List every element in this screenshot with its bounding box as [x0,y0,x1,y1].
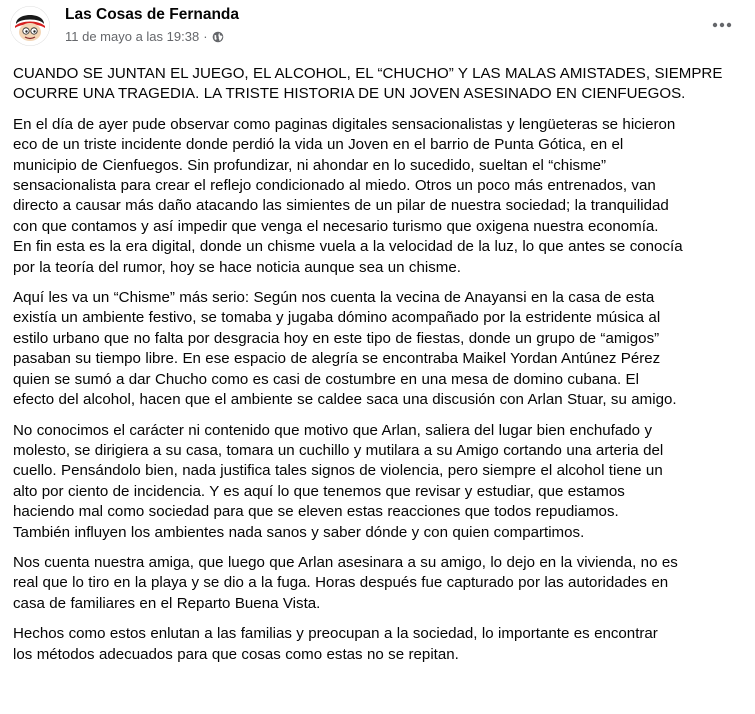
more-options-button[interactable] [704,10,740,40]
post-author[interactable]: Las Cosas de Fernanda [65,6,240,23]
more-options-icon [712,22,732,28]
page-avatar[interactable] [10,6,50,46]
post-paragraph: En el día de ayer pude observar como paginas digitales sensacionalistas y lengüeteras se hicieron eco de un triste incidente donde perdió la vida un Joven en el barrio de Punta Gótica, en el municipio de Cienfuegos. Sin profundizar, ni ahondar en lo sucedido, sueltan el “chisme” sensacionalista para crear el reflejo condicionado al miedo. Otros un poco más entrenados, van directo a causar más daño atacando las simientes de un pilar de nuestra sociedad; la tranquilidad con que contamos y así impedir que venga el necesario turismo que oxigena nuestra economía. En fin esta es la era digital, donde un chisme vuela a la velocidad de la luz, lo que antes se conocía por la teoría del rumor, hoy se hace noticia aunque sea un chisme. [13,115,683,276]
post-paragraph: Nos cuenta nuestra amiga, que luego que Arlan asesinara a su amigo, lo dejo en la vivienda, no es real que lo tiro en la playa y se dio a la fuga. Horas después fue capturado por las autoridades en casa de familiares en el Reparto Buena Vista. [13,553,678,612]
globe-icon[interactable] [212,31,224,43]
meta-separator: · [203,29,208,44]
post-timestamp[interactable]: 11 de mayo a las 19:38 [65,29,200,44]
post-paragraph: Aquí les va un “Chisme” más serio: Según nos cuenta la vecina de Anayansi en la casa de esta existía un ambiente festivo, se tomaba y jugaba dómino acompañado por la estridente música al estilo urbano que no falta por desgracia hoy en este tipo de fiestas, donde un grupo de “amigos” pasaban su tiempo libre. En ese espacio de alegría se encontraba Maikel Yordan Antúnez Pérez quien se sumó a dar Chucho como es casi de costumbre en una mesa de domino cubana. El efecto del alcohol, hacen que el ambiente se caldee saca una discusión con Arlan Stuar, su amigo. [13,289,677,409]
post-paragraph: No conocimos el carácter ni contenido que motivo que Arlan, saliera del lugar bien enchufado y molesto, se dirigiera a su casa, tomara un cuchillo y mutilara a su Amigo cortando una arteria del cuello. Pensándolo bien, nada justifica tales signos de violencia, pero siempre el alcohol tiene un alto por ciento de incidencia. Y es aquí lo que tenemos que revisar y estudiar, que estamos haciendo mal como sociedad para que se eleven estas reacciones que todos repudiamos. También influyen los ambientes nada sanos y saber dónde y con quien compartimos. [13,421,664,541]
post-body [13,64,741,675]
post-paragraph: Hechos como estos enlutan a las familias y preocupan a la sociedad, lo importante es encontrar los métodos adecuados para que cosas como estas no se repitan. [13,625,658,663]
post-meta [65,29,224,44]
post-headline: CUANDO SE JUNTAN EL JUEGO, EL ALCOHOL, EL “CHUCHO” Y LAS MALAS AMISTADES, SIEMPRE OCURRE UNA TRAGEDIA. LA TRISTE HISTORIA DE UN JOVEN ASESINADO EN CIENFUEGOS. [13,65,723,103]
post-header [0,0,755,56]
